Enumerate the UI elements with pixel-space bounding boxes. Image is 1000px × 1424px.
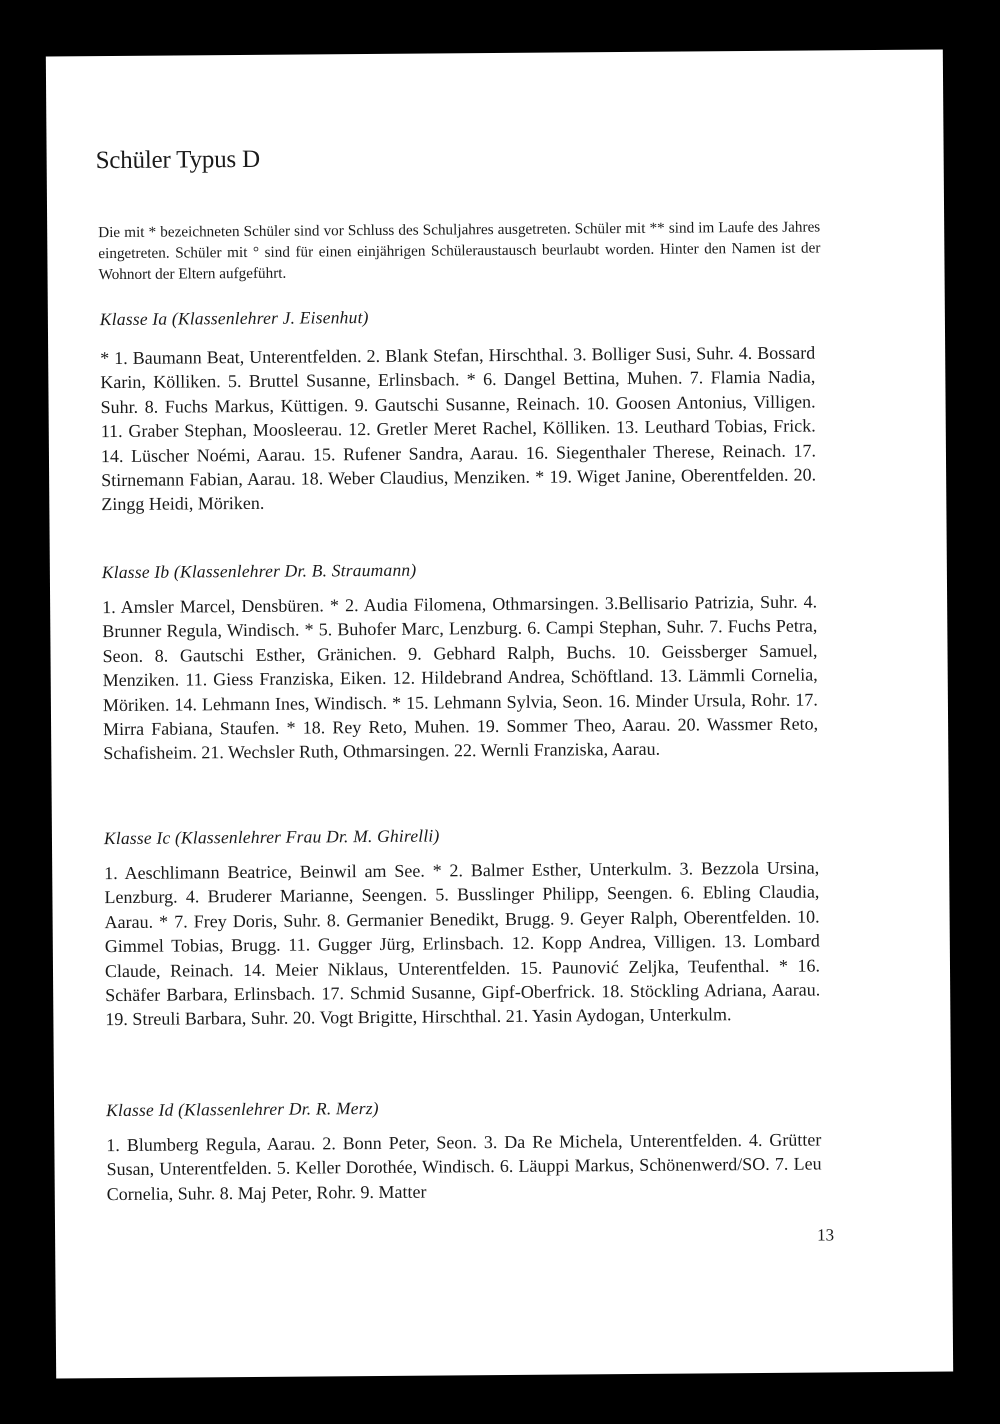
document-page [46,49,953,1378]
student-list-id: 1. Blumberg Regula, Aarau. 2. Bonn Peter, Seon. 3. Da Re Michela, Unterentfelden. 4. Grütter Susan, Unterentfelden. 5. Keller Dorothée, Windisch. 6. Läuppi Markus, Schönenwerd/SO. 7. Leu Cornelia, Suhr. 8. Maj Peter, Rohr. 9. Matter [106,1129,822,1204]
student-list-ic: 1. Aeschlimann Beatrice, Beinwil am See. * 2. Balmer Esther, Unterkulm. 3. Bezzola Ursina, Lenzburg. 4. Bruderer Marianne, Seengen. 5. Busslinger Philipp, Seengen. 6. Ebling Claudia, Aarau. * 7. Frey Doris, Suhr. 8. Germanier Benedikt, Brugg. 9. Geyer Ralph, Oberentfelden. 10. Gimmel Tobias, Brugg. 11. Gugger Jürg, Erlinsbach. 12. Kopp Andrea, Villigen. 13. Lombard Claude, Reinach. 14. Meier Niklaus, Unterentfelden. 15. Paunović Zeljka, Teufenthal. * 16. Schäfer Barbara, Erlinsbach. 17. Schmid Susanne, Gipf-Oberfrick. 18. Stöckling Adriana, Aarau. 19. Streuli Barbara, Suhr. 20. Vogt Brigitte, Hirschthal. 21. Yasin Aydogan, Unterkulm. [104,857,821,1030]
page-title: Schüler Typus D [95,145,260,175]
intro-paragraph: Die mit * bezeichneten Schüler sind vor Schluss des Schuljahres ausgetreten. Schüler mit ** sind im Laufe des Jahres eingetreten. Schüler mit ° sind für einen einjährigen Schüleraustausch beurlaubt worden. Hinter den Namen ist der Wohnort der Eltern aufgeführt. [98,218,821,284]
class-heading-id: Klasse Id (Klassenlehrer Dr. R. Merz) [106,1097,379,1121]
class-heading-ic: Klasse Ic (Klassenlehrer Frau Dr. M. Ghirelli) [103,825,440,849]
student-list-ib: 1. Amsler Marcel, Densbüren. * 2. Audia Filomena, Othmarsingen. 3.Bellisario Patrizia, Suhr. 4. Brunner Regula, Windisch. * 5. Buhofer Marc, Lenzburg. 6. Campi Stephan, Suhr. 7. Fuchs Petra, Seon. 8. Gautschi Esther, Gränichen. 9. Gebhard Ralph, Buchs. 10. Geissberger Samuel, Menziken. 11. Giess Franziska, Eiken. 12. Hildebrand Andrea, Schöftland. 13. Lämmli Cornelia, Möriken. 14. Lehmann Ines, Windisch. * 15. Lehmann Sylvia, Seon. 16. Minder Ursula, Rohr. 17. Mirra Fabiana, Staufen. * 18. Rey Reto, Muhen. 19. Sommer Theo, Aarau. 20. Wassmer Reto, Schafisheim. 21. Wechsler Ruth, Othmarsingen. 22. Wernli Franziska, Aarau. [102,591,819,764]
student-list-ia: * 1. Baumann Beat, Unterentfelden. 2. Blank Stefan, Hirschthal. 3. Bolliger Susi, Suhr. 4. Bossard Karin, Kölliken. 5. Bruttel Susanne, Erlinsbach. * 6. Dangel Bettina, Muhen. 7. Flamia Nadia, Suhr. 8. Fuchs Markus, Küttigen. 9. Gautschi Susanne, Reinach. 10. Goosen Antonius, Villigen. 11. Graber Stephan, Moosleerau. 12. Gretler Meret Rachel, Kölliken. 13. Leuthard Tobias, Frick. 14. Lüscher Noémi, Aarau. 15. Rufener Sandra, Aarau. 16. Siegenthaler Therese, Reinach. 17. Stirnemann Fabian, Aarau. 18. Weber Claudius, Menziken. * 19. Wiget Janine, Oberentfelden. 20. Zingg Heidi, Möriken. [100,342,817,515]
class-heading-ia: Klasse Ia (Klassenlehrer J. Eisenhut) [99,307,369,330]
page-number: 13 [817,1225,835,1245]
class-heading-ib: Klasse Ib (Klassenlehrer Dr. B. Straumann) [101,559,417,583]
